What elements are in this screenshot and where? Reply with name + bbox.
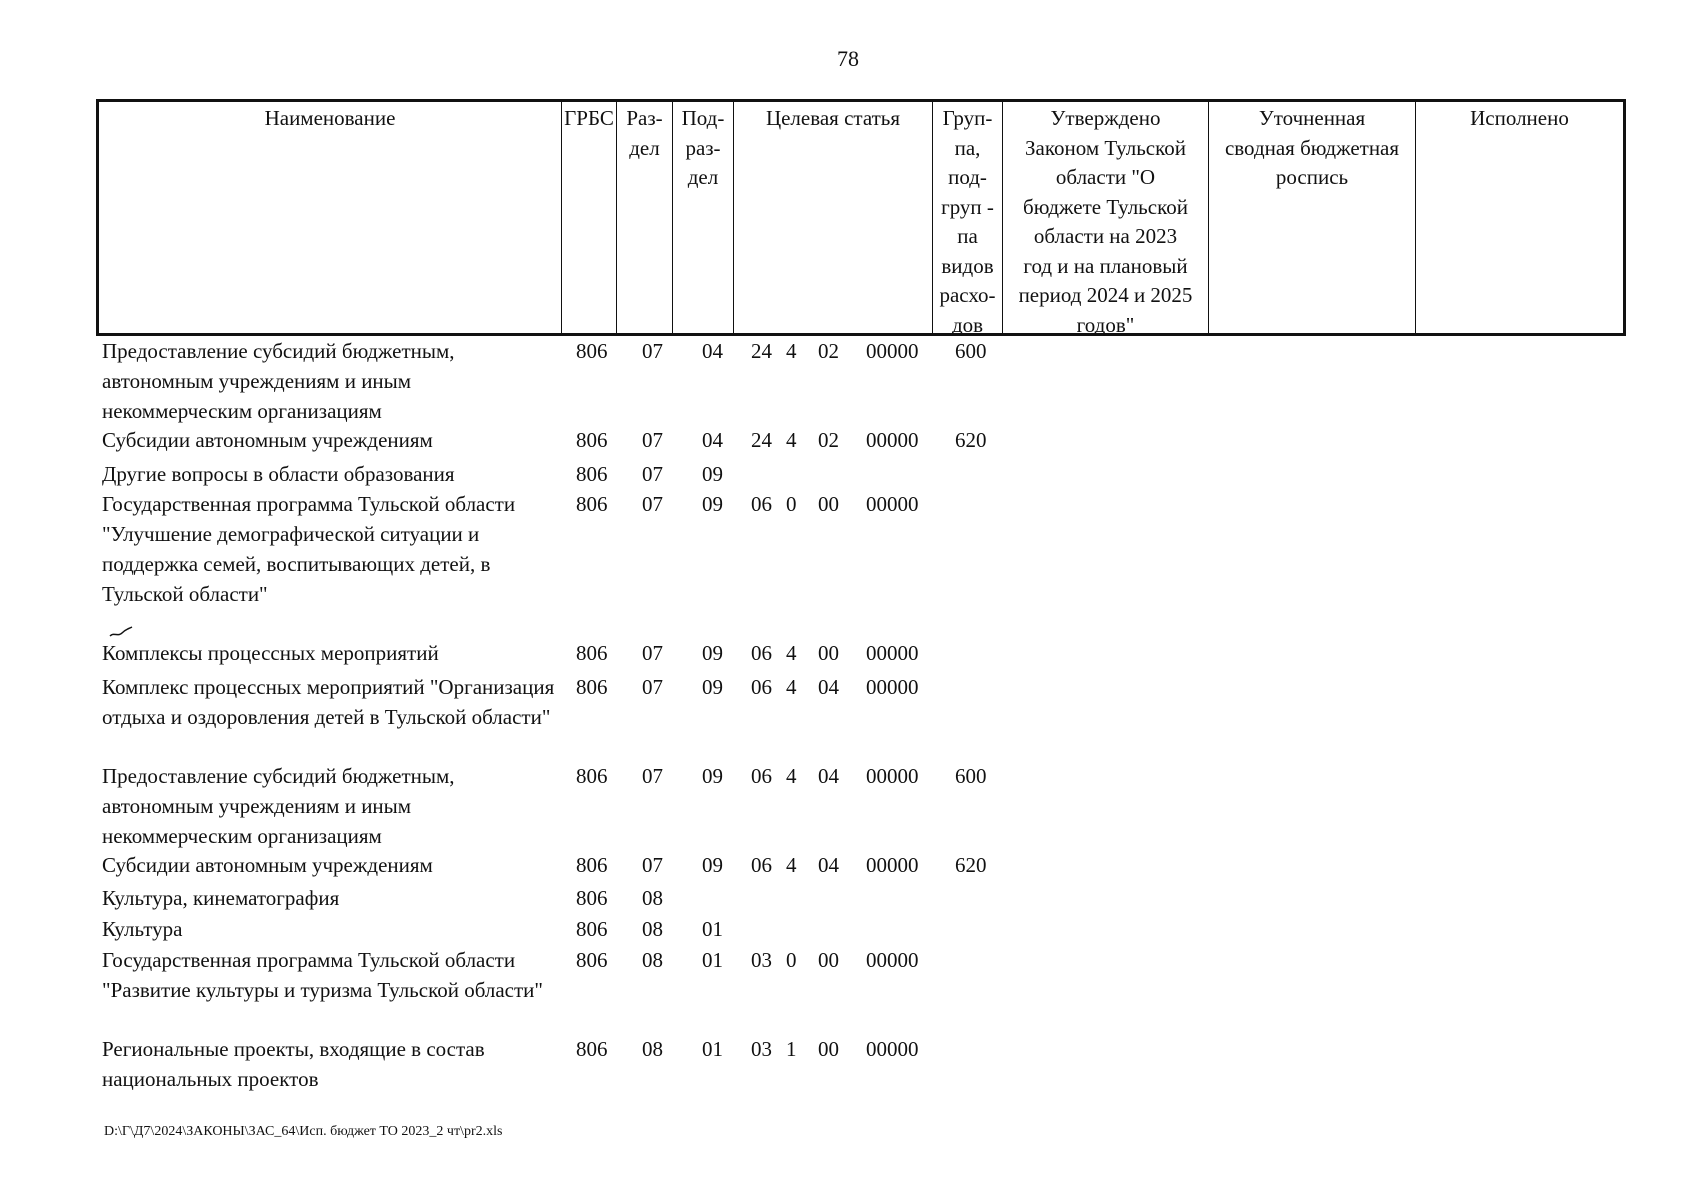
row-name: Культура, кинематография [102,886,340,910]
row-razdel: 08 [642,1037,663,1061]
row-name: Другие вопросы в области образования [102,462,455,486]
row-target-3: 00 [818,641,839,665]
header-executed: Исполнено [1470,106,1569,130]
row-target-3: 00 [818,948,839,972]
row-name: Предоставление субсидий бюджетным, автономным учреждениям и иным некоммерческим организациям [102,764,455,848]
row-razdel: 08 [642,917,663,941]
row-razdel: 07 [642,492,663,516]
row-razdel: 07 [642,641,663,665]
row-group: 600 [955,764,987,788]
row-target-3: 04 [818,764,839,788]
row-target-3: 04 [818,853,839,877]
row-podrazdel: 01 [702,948,723,972]
row-razdel: 07 [642,764,663,788]
row-grbs: 806 [576,853,608,877]
row-grbs: 806 [576,886,608,910]
row-podrazdel: 09 [702,462,723,486]
header-target-article: Целевая статья [734,102,933,333]
row-podrazdel: 09 [702,641,723,665]
row-razdel: 07 [642,675,663,699]
row-target-2: 0 [786,492,797,516]
row-target-1: 06 [751,492,772,516]
row-target-1: 03 [751,948,772,972]
header-razdel: Раз- дел [617,102,673,333]
row-target-4: 00000 [866,764,919,788]
row-target-3: 02 [818,339,839,363]
header-name: Наименование [99,102,562,333]
row-name: Государственная программа Тульской области "Улучшение демографической ситуации и поддержка семей, воспитывающих детей, в Тульской области" [102,492,516,606]
row-name: Субсидии автономным учреждениям [102,853,433,877]
row-grbs: 806 [576,675,608,699]
row-razdel: 07 [642,339,663,363]
row-podrazdel: 09 [702,853,723,877]
row-target-1: 06 [751,853,772,877]
row-grbs: 806 [576,917,608,941]
page-number: 78 [837,46,859,71]
row-group: 620 [955,853,987,877]
row-razdel: 08 [642,948,663,972]
file-path-footer: D:\Г\Д7\2024\ЗАКОНЫ\ЗАС_64\Исп. бюджет ТО 2023_2 чт\pr2.xls [104,1124,503,1139]
row-podrazdel: 09 [702,764,723,788]
table-header [96,99,1626,336]
row-name: Комплексы процессных мероприятий [102,641,439,665]
header-podrazdel: Под- раз- дел [673,102,734,333]
row-target-2: 4 [786,641,797,665]
row-target-4: 00000 [866,641,919,665]
row-grbs: 806 [576,428,608,452]
row-podrazdel: 09 [702,675,723,699]
row-name: Государственная программа Тульской области "Развитие культуры и туризма Тульской области" [102,948,543,1002]
row-target-4: 00000 [866,428,919,452]
header-refined: Уточненная сводная бюджетная роспись [1209,102,1416,333]
row-name: Региональные проекты, входящие в состав национальных проектов [102,1037,485,1091]
row-target-2: 1 [786,1037,797,1061]
row-target-3: 02 [818,428,839,452]
header-approved: Утверждено Законом Тульской области "О бюджете Тульской области на 2023 год и на плановый период 2024 и 2025 годов" [1003,102,1209,333]
row-grbs: 806 [576,462,608,486]
row-target-1: 24 [751,339,772,363]
row-group: 620 [955,428,987,452]
row-target-3: 00 [818,492,839,516]
row-target-2: 4 [786,853,797,877]
row-podrazdel: 04 [702,339,723,363]
row-razdel: 07 [642,462,663,486]
row-target-1: 06 [751,641,772,665]
row-name: Культура [102,917,183,941]
row-grbs: 806 [576,1037,608,1061]
row-razdel: 08 [642,886,663,910]
row-target-1: 24 [751,428,772,452]
header-group: Груп- па, под- груп - па видов расхо- дов [933,102,1003,333]
row-target-2: 4 [786,764,797,788]
row-target-4: 00000 [866,492,919,516]
row-target-1: 06 [751,764,772,788]
row-podrazdel: 01 [702,917,723,941]
row-podrazdel: 09 [702,492,723,516]
row-podrazdel: 01 [702,1037,723,1061]
row-grbs: 806 [576,764,608,788]
row-target-2: 0 [786,948,797,972]
row-target-2: 4 [786,675,797,699]
header-grbs: ГРБС [562,102,617,333]
row-target-2: 4 [786,428,797,452]
row-target-3: 00 [818,1037,839,1061]
row-razdel: 07 [642,853,663,877]
row-target-4: 00000 [866,1037,919,1061]
row-target-4: 00000 [866,675,919,699]
row-grbs: 806 [576,948,608,972]
row-grbs: 806 [576,492,608,516]
row-razdel: 07 [642,428,663,452]
row-target-1: 03 [751,1037,772,1061]
row-grbs: 806 [576,641,608,665]
row-podrazdel: 04 [702,428,723,452]
row-name: Комплекс процессных мероприятий "Организация отдыха и оздоровления детей в Тульской области" [102,675,555,729]
row-group: 600 [955,339,987,363]
row-name: Субсидии автономным учреждениям [102,428,433,452]
row-target-4: 00000 [866,339,919,363]
row-target-3: 04 [818,675,839,699]
row-target-4: 00000 [866,853,919,877]
row-target-2: 4 [786,339,797,363]
row-target-4: 00000 [866,948,919,972]
row-grbs: 806 [576,339,608,363]
row-target-1: 06 [751,675,772,699]
row-name: Предоставление субсидий бюджетным, автономным учреждениям и иным некоммерческим организациям [102,339,455,423]
